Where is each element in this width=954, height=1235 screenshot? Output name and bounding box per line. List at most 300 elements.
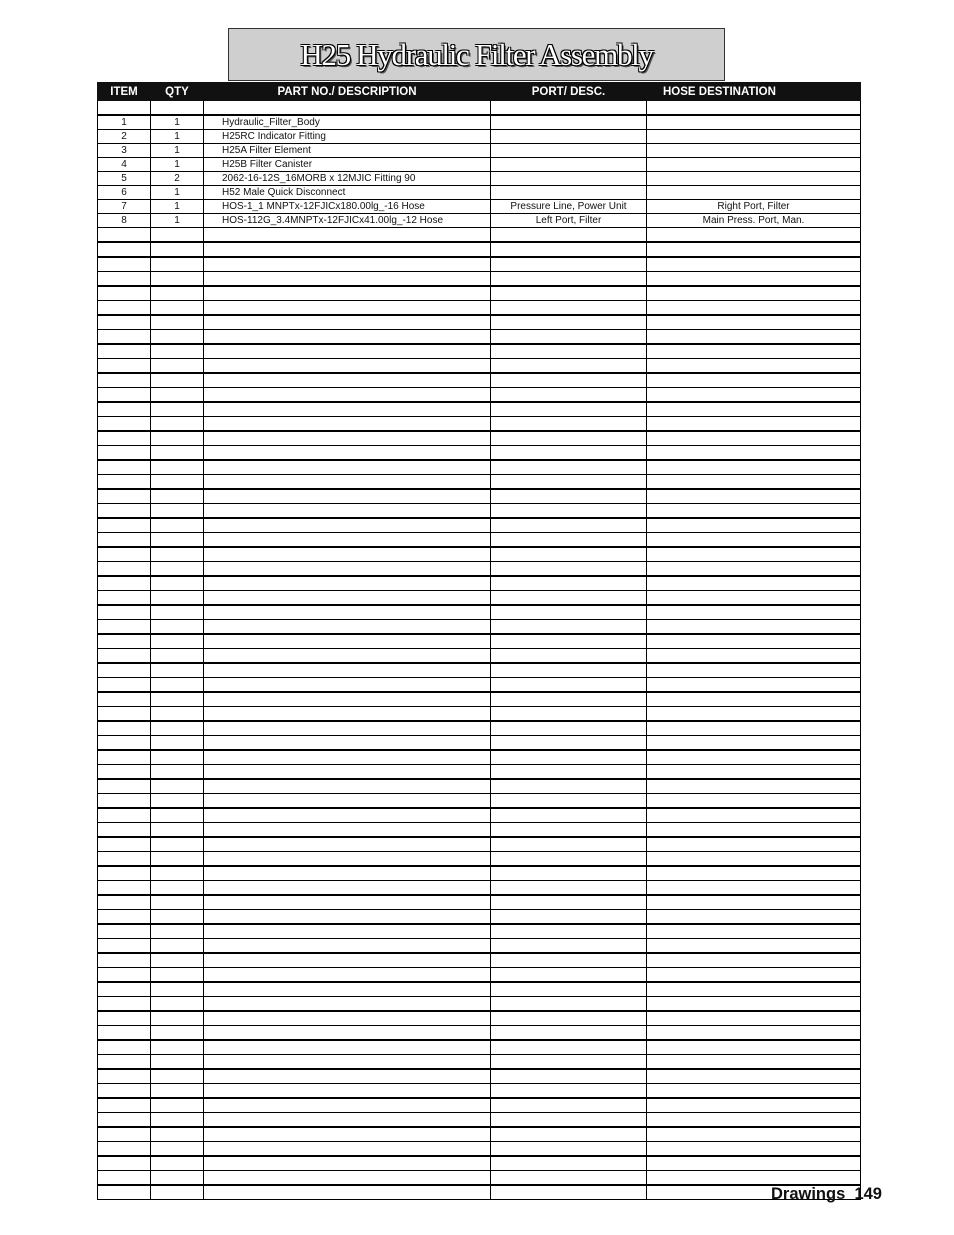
cell-port [491, 1171, 647, 1186]
cell-port [491, 130, 647, 144]
table-row [98, 1113, 861, 1128]
cell-item [98, 547, 151, 562]
table-row [98, 344, 861, 359]
table-row [98, 1069, 861, 1084]
cell-qty [151, 101, 204, 116]
cell-qty [151, 721, 204, 736]
cell-hose [647, 765, 861, 780]
cell-description [204, 591, 491, 606]
cell-port [491, 228, 647, 243]
cell-item [98, 446, 151, 461]
table-row [98, 924, 861, 939]
cell-qty [151, 678, 204, 693]
cell-qty [151, 707, 204, 722]
cell-hose [647, 315, 861, 330]
table-row [98, 1156, 861, 1171]
table-row [98, 707, 861, 722]
cell-port [491, 1040, 647, 1055]
table-row [98, 547, 861, 562]
cell-description [204, 242, 491, 257]
cell-qty [151, 605, 204, 620]
cell-description [204, 692, 491, 707]
cell-description [204, 344, 491, 359]
cell-port [491, 1113, 647, 1128]
cell-hose [647, 1011, 861, 1026]
table-row [98, 475, 861, 490]
cell-item [98, 721, 151, 736]
cell-item [98, 1069, 151, 1084]
cell-hose [647, 852, 861, 867]
cell-description [204, 982, 491, 997]
cell-item [98, 1142, 151, 1157]
table-row [98, 301, 861, 316]
cell-description [204, 779, 491, 794]
cell-hose [647, 1098, 861, 1113]
cell-description [204, 837, 491, 852]
cell-port [491, 881, 647, 896]
table-row [98, 446, 861, 461]
cell-description: H25B Filter Canister [204, 158, 491, 172]
cell-hose [647, 576, 861, 591]
footer-section: Drawings [771, 1185, 846, 1203]
cell-qty [151, 576, 204, 591]
cell-item [98, 939, 151, 954]
cell-qty [151, 431, 204, 446]
cell-hose [647, 144, 861, 158]
cell-description [204, 359, 491, 374]
table-row [98, 130, 861, 144]
cell-qty: 1 [151, 130, 204, 144]
table-row [98, 172, 861, 186]
cell-hose [647, 446, 861, 461]
table-row [98, 765, 861, 780]
cell-qty: 2 [151, 172, 204, 186]
cell-description [204, 939, 491, 954]
cell-port [491, 504, 647, 519]
cell-hose [647, 591, 861, 606]
cell-item [98, 562, 151, 577]
cell-port [491, 750, 647, 765]
cell-description [204, 895, 491, 910]
table-header-row [98, 83, 861, 101]
header-description: PART NO./ DESCRIPTION [204, 83, 491, 101]
cell-description [204, 605, 491, 620]
cell-item [98, 504, 151, 519]
table-row [98, 533, 861, 548]
cell-port: Pressure Line, Power Unit [491, 200, 647, 214]
cell-qty [151, 533, 204, 548]
table-row [98, 1055, 861, 1070]
cell-description [204, 1127, 491, 1142]
cell-port [491, 402, 647, 417]
cell-hose [647, 158, 861, 172]
cell-port [491, 765, 647, 780]
cell-hose [647, 779, 861, 794]
cell-description [204, 1084, 491, 1099]
cell-description [204, 750, 491, 765]
cell-item [98, 707, 151, 722]
cell-description [204, 330, 491, 345]
cell-hose [647, 460, 861, 475]
cell-qty [151, 1113, 204, 1128]
cell-port [491, 533, 647, 548]
cell-hose [647, 388, 861, 403]
cell-item [98, 823, 151, 838]
cell-qty [151, 736, 204, 751]
cell-description [204, 881, 491, 896]
cell-item [98, 736, 151, 751]
table-row [98, 620, 861, 635]
title-banner [228, 28, 725, 81]
cell-item [98, 257, 151, 272]
cell-description [204, 707, 491, 722]
cell-qty [151, 562, 204, 577]
cell-item [98, 228, 151, 243]
cell-qty [151, 344, 204, 359]
cell-qty [151, 634, 204, 649]
cell-item [98, 1084, 151, 1099]
cell-item: 4 [98, 158, 151, 172]
table-row [98, 115, 861, 130]
cell-qty [151, 315, 204, 330]
cell-hose [647, 1084, 861, 1099]
cell-item [98, 953, 151, 968]
cell-description [204, 489, 491, 504]
cell-port [491, 779, 647, 794]
cell-item [98, 242, 151, 257]
table-row [98, 1171, 861, 1186]
cell-description [204, 852, 491, 867]
cell-port [491, 1098, 647, 1113]
table-row [98, 388, 861, 403]
cell-hose [647, 837, 861, 852]
cell-hose [647, 1055, 861, 1070]
cell-qty [151, 939, 204, 954]
cell-port [491, 576, 647, 591]
cell-hose [647, 1171, 861, 1186]
table-row [98, 1127, 861, 1142]
cell-port [491, 359, 647, 374]
cell-port [491, 866, 647, 881]
cell-qty [151, 1098, 204, 1113]
table-row [98, 562, 861, 577]
cell-hose [647, 242, 861, 257]
cell-description [204, 663, 491, 678]
cell-qty [151, 823, 204, 838]
cell-item [98, 1156, 151, 1171]
cell-port [491, 692, 647, 707]
cell-hose [647, 895, 861, 910]
table-row [98, 982, 861, 997]
cell-hose [647, 475, 861, 490]
cell-qty [151, 547, 204, 562]
cell-hose [647, 968, 861, 983]
cell-description [204, 997, 491, 1012]
cell-port [491, 1127, 647, 1142]
cell-hose [647, 692, 861, 707]
cell-item [98, 591, 151, 606]
table-row [98, 837, 861, 852]
cell-qty [151, 620, 204, 635]
cell-item [98, 286, 151, 301]
cell-qty [151, 997, 204, 1012]
cell-port [491, 1011, 647, 1026]
cell-qty [151, 924, 204, 939]
cell-qty [151, 750, 204, 765]
cell-port [491, 242, 647, 257]
table-row [98, 663, 861, 678]
cell-port [491, 823, 647, 838]
cell-description [204, 634, 491, 649]
table-row [98, 101, 861, 116]
cell-port [491, 649, 647, 664]
cell-description [204, 808, 491, 823]
cell-hose [647, 373, 861, 388]
cell-qty [151, 359, 204, 374]
cell-qty [151, 692, 204, 707]
cell-hose [647, 939, 861, 954]
cell-description [204, 460, 491, 475]
cell-description [204, 924, 491, 939]
cell-item [98, 460, 151, 475]
cell-hose: Right Port, Filter [647, 200, 861, 214]
table-row [98, 518, 861, 533]
table-row [98, 750, 861, 765]
cell-item [98, 373, 151, 388]
cell-description [204, 1011, 491, 1026]
cell-item [98, 431, 151, 446]
cell-item: 2 [98, 130, 151, 144]
cell-port [491, 997, 647, 1012]
cell-item [98, 620, 151, 635]
cell-port [491, 591, 647, 606]
cell-qty [151, 373, 204, 388]
cell-hose [647, 721, 861, 736]
table-row [98, 144, 861, 158]
cell-qty [151, 272, 204, 287]
cell-item [98, 605, 151, 620]
cell-item [98, 881, 151, 896]
cell-port [491, 101, 647, 116]
cell-description [204, 721, 491, 736]
cell-hose [647, 101, 861, 116]
cell-description [204, 620, 491, 635]
cell-qty [151, 649, 204, 664]
cell-hose [647, 663, 861, 678]
table-row [98, 1011, 861, 1026]
cell-description [204, 373, 491, 388]
table-row [98, 910, 861, 925]
cell-qty [151, 765, 204, 780]
cell-qty: 1 [151, 144, 204, 158]
cell-item [98, 402, 151, 417]
table-row [98, 286, 861, 301]
cell-port [491, 315, 647, 330]
cell-item [98, 1040, 151, 1055]
cell-qty [151, 1171, 204, 1186]
table-row [98, 823, 861, 838]
cell-hose [647, 402, 861, 417]
cell-description [204, 968, 491, 983]
cell-port [491, 547, 647, 562]
cell-port [491, 562, 647, 577]
cell-qty [151, 1026, 204, 1041]
cell-hose [647, 344, 861, 359]
cell-qty [151, 953, 204, 968]
cell-qty: 1 [151, 158, 204, 172]
table-row [98, 736, 861, 751]
cell-qty [151, 910, 204, 925]
cell-hose: Main Press. Port, Man. [647, 214, 861, 228]
cell-hose [647, 736, 861, 751]
table-row [98, 359, 861, 374]
cell-port [491, 518, 647, 533]
cell-description [204, 765, 491, 780]
cell-description: Hydraulic_Filter_Body [204, 115, 491, 130]
cell-qty [151, 982, 204, 997]
cell-qty [151, 1156, 204, 1171]
cell-description [204, 1069, 491, 1084]
cell-qty [151, 330, 204, 345]
cell-description [204, 417, 491, 432]
table-row [98, 1185, 861, 1200]
cell-description [204, 823, 491, 838]
cell-port [491, 1142, 647, 1157]
table-row [98, 1142, 861, 1157]
cell-item: 6 [98, 186, 151, 200]
cell-qty [151, 1011, 204, 1026]
cell-qty: 1 [151, 115, 204, 130]
cell-hose [647, 547, 861, 562]
cell-qty [151, 779, 204, 794]
table-row [98, 576, 861, 591]
cell-port [491, 939, 647, 954]
table-row [98, 200, 861, 214]
cell-hose [647, 910, 861, 925]
cell-description [204, 431, 491, 446]
cell-description [204, 547, 491, 562]
cell-item [98, 808, 151, 823]
table-row [98, 692, 861, 707]
cell-item [98, 997, 151, 1012]
cell-description [204, 504, 491, 519]
table-row [98, 242, 861, 257]
table-row [98, 591, 861, 606]
cell-hose [647, 707, 861, 722]
table-row [98, 158, 861, 172]
cell-hose [647, 330, 861, 345]
cell-item [98, 576, 151, 591]
cell-description [204, 1156, 491, 1171]
cell-qty: 1 [151, 186, 204, 200]
cell-description [204, 101, 491, 116]
cell-item [98, 895, 151, 910]
cell-qty [151, 968, 204, 983]
cell-description: H25A Filter Element [204, 144, 491, 158]
cell-qty [151, 475, 204, 490]
cell-item [98, 866, 151, 881]
cell-item [98, 982, 151, 997]
cell-qty [151, 489, 204, 504]
cell-hose [647, 286, 861, 301]
table-row [98, 315, 861, 330]
cell-qty [151, 1185, 204, 1200]
cell-hose [647, 823, 861, 838]
cell-port [491, 446, 647, 461]
cell-item: 7 [98, 200, 151, 214]
cell-hose [647, 982, 861, 997]
cell-qty [151, 388, 204, 403]
cell-qty [151, 808, 204, 823]
cell-hose [647, 1040, 861, 1055]
cell-port [491, 605, 647, 620]
cell-qty [151, 852, 204, 867]
cell-hose [647, 634, 861, 649]
table-row [98, 257, 861, 272]
cell-description [204, 402, 491, 417]
cell-qty [151, 1069, 204, 1084]
cell-item [98, 533, 151, 548]
cell-port [491, 1084, 647, 1099]
cell-item [98, 649, 151, 664]
table-row [98, 997, 861, 1012]
cell-port [491, 953, 647, 968]
cell-port [491, 460, 647, 475]
cell-description [204, 272, 491, 287]
cell-hose [647, 1142, 861, 1157]
cell-description [204, 388, 491, 403]
cell-description [204, 1113, 491, 1128]
cell-item [98, 101, 151, 116]
table-row [98, 228, 861, 243]
cell-port [491, 634, 647, 649]
page-number: 149 [854, 1185, 882, 1203]
cell-item [98, 489, 151, 504]
cell-item [98, 1055, 151, 1070]
cell-hose [647, 504, 861, 519]
cell-qty [151, 1084, 204, 1099]
cell-item [98, 417, 151, 432]
table-row [98, 1098, 861, 1113]
header-item: ITEM [98, 83, 151, 101]
table-row [98, 721, 861, 736]
table-row [98, 852, 861, 867]
cell-hose [647, 186, 861, 200]
cell-hose [647, 605, 861, 620]
cell-qty: 1 [151, 214, 204, 228]
cell-port [491, 982, 647, 997]
page-title: H25 Hydraulic Filter Assembly [300, 36, 653, 72]
cell-item: 5 [98, 172, 151, 186]
cell-qty [151, 794, 204, 809]
cell-qty [151, 301, 204, 316]
cell-item [98, 1185, 151, 1200]
cell-item [98, 1098, 151, 1113]
cell-qty [151, 286, 204, 301]
cell-description: HOS-1_1 MNPTx-12FJICx180.00lg_-16 Hose [204, 200, 491, 214]
cell-port [491, 620, 647, 635]
cell-hose [647, 649, 861, 664]
cell-qty [151, 837, 204, 852]
cell-description [204, 576, 491, 591]
cell-hose [647, 115, 861, 130]
cell-qty [151, 1142, 204, 1157]
cell-item: 8 [98, 214, 151, 228]
cell-qty [151, 257, 204, 272]
table-row [98, 1026, 861, 1041]
cell-description [204, 533, 491, 548]
cell-hose [647, 620, 861, 635]
